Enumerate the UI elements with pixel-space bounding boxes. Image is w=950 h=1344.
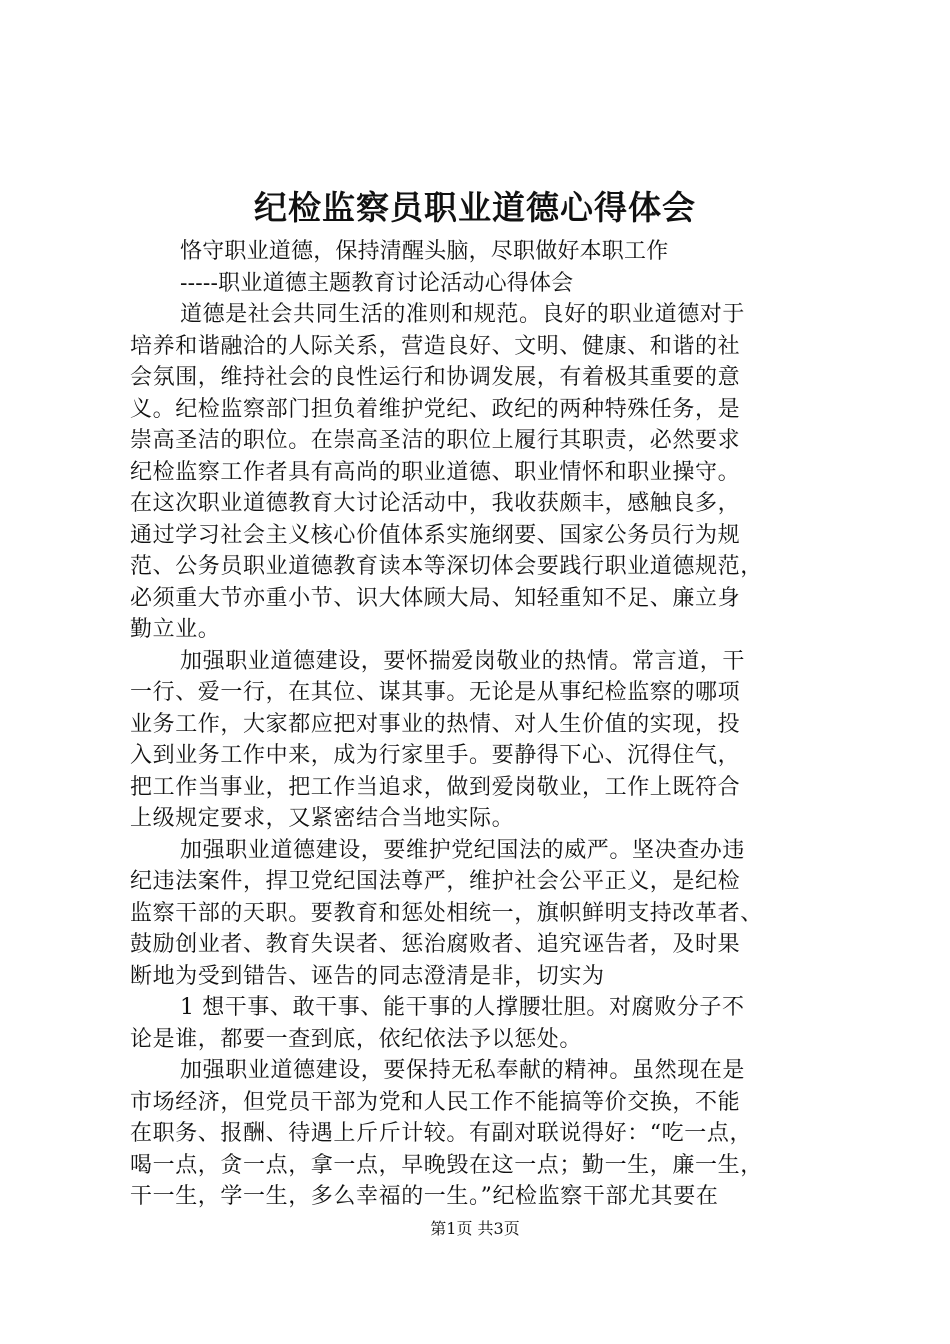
- paragraph-2-line: 加强职业道德建设，要怀揣爱岗敬业的热情。常言道，干: [180, 648, 746, 674]
- paragraph-1-line: 勤立业。: [130, 617, 221, 642]
- paragraph-3-line: 论是谁，都要一查到底，依纪依法予以惩处。: [130, 1026, 583, 1052]
- paragraph-1-line: 义。纪检监察部门担负着维护党纪、政纪的两种特殊任务，是: [130, 396, 741, 422]
- paragraph-2-line: 上级规定要求，又紧密结合当地实际。: [130, 806, 515, 831]
- paragraph-2-line: 把工作当事业，把工作当追求，做到爱岗敬业，工作上既符合: [130, 774, 741, 800]
- paragraph-2-line: 入到业务工作中来，成为行家里手。要静得下心、沉得住气，: [130, 743, 741, 768]
- paragraph-3-line: 加强职业道德建设，要维护党纪国法的威严。坚决查办违: [180, 837, 746, 863]
- paragraph-4-line: 喝一点，贪一点，拿一点，早晚毁在这一点；勤一生，廉一生，: [130, 1152, 763, 1178]
- paragraph-3-line: 鼓励创业者、教育失误者、惩治腐败者、追究诬告者，及时果: [130, 932, 741, 957]
- paragraph-4-line: 在职务、报酬、待遇上斤斤计较。有副对联说得好：“吃一点，: [130, 1121, 753, 1146]
- paragraph-3-line: 1 想干事、敢干事、能干事的人撑腰壮胆。对腐败分子不: [180, 995, 745, 1020]
- paragraph-1-line: 必须重大节亦重小节、识大体顾大局、知轻重知不足、廉立身: [130, 585, 741, 611]
- paragraph-4-line: 干一生，学一生，多么幸福的一生。”纪检监察干部尤其要在: [130, 1184, 719, 1209]
- paragraph-2-line: 业务工作，大家都应把对事业的热情、对人生价值的实现，投: [130, 711, 741, 737]
- paragraph-3-line: 纪违法案件，捍卫党纪国法尊严，维护社会公平正义，是纪检: [130, 869, 741, 894]
- page-title: 纪检监察员职业道德心得体会: [254, 188, 696, 227]
- document-body: [130, 236, 830, 1213]
- paragraph-4-line: 市场经济，但党员干部为党和人民工作不能搞等价交换，不能: [130, 1089, 741, 1115]
- paragraph-1-line: 通过学习社会主义核心价值体系实施纲要、国家公务员行为规: [130, 522, 741, 548]
- paragraph-3-line: 断地为受到错告、诬告的同志澄清是非，切实为: [130, 963, 605, 989]
- paragraph-1-line: 范、公务员职业道德教育读本等深切体会要践行职业道德规范，: [130, 554, 763, 579]
- paragraph-1-line: 培养和谐融洽的人际关系，营造良好、文明、健康、和谐的社: [130, 333, 741, 359]
- paragraph-4-line: 加强职业道德建设，要保持无私奉献的精神。虽然现在是: [180, 1058, 746, 1083]
- paragraph-2-line: 一行、爱一行，在其位、谋其事。无论是从事纪检监察的哪项: [130, 680, 741, 705]
- paragraph-3-line: 监察干部的天职。要教育和惩处相统一，旗帜鲜明支持改革者、: [130, 900, 763, 926]
- paragraph-1-line: 纪检监察工作者具有高尚的职业道德、职业情怀和职业操守。: [130, 459, 741, 485]
- paragraph-1-line: 道德是社会共同生活的准则和规范。良好的职业道德对于: [180, 302, 746, 327]
- subtitle-line: 恪守职业道德，保持清醒头脑，尽职做好本职工作: [180, 239, 669, 264]
- page-footer: 第1页 共3页: [430, 1219, 520, 1238]
- subtitle-line-2: -----职业道德主题教育讨论活动心得体会: [180, 270, 574, 296]
- paragraph-1-line: 在这次职业道德教育大讨论活动中，我收获颇丰，感触良多，: [130, 491, 741, 516]
- paragraph-1-line: 会氛围，维持社会的良性运行和协调发展，有着极其重要的意: [130, 365, 741, 390]
- paragraph-1-line: 崇高圣洁的职位。在崇高圣洁的职位上履行其职责，必然要求: [130, 428, 741, 453]
